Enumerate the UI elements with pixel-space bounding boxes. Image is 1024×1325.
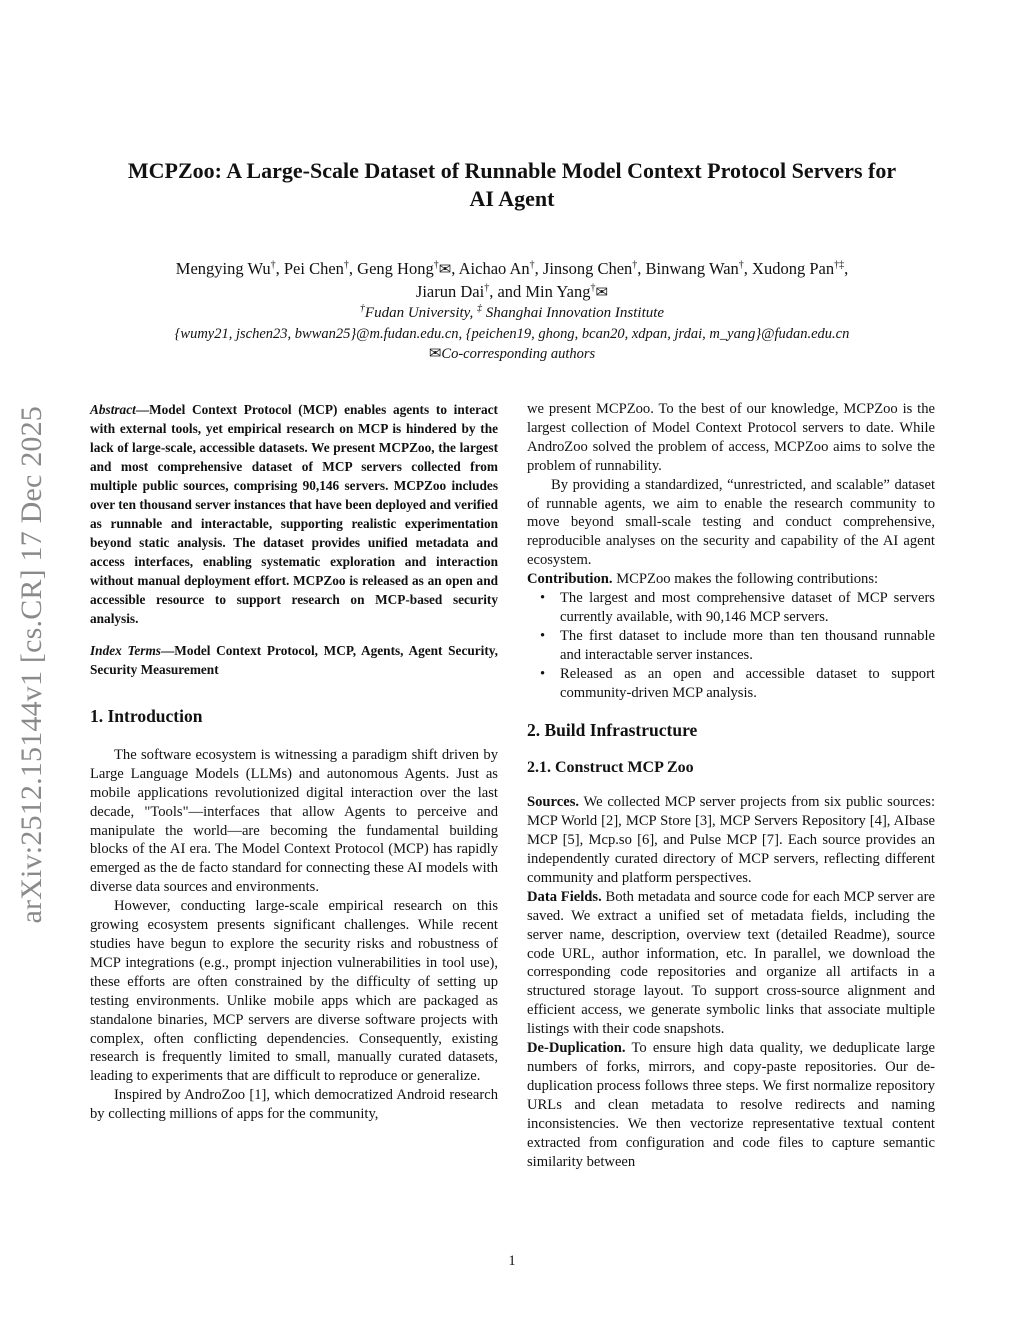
author-separator: , <box>451 259 459 278</box>
author-affil-mark: † <box>484 282 490 294</box>
author-name: Jinsong Chen <box>542 259 633 278</box>
section-heading-build-infrastructure: 2. Build Infrastructure <box>527 719 698 740</box>
title-line-1: MCPZoo: A Large-Scale Dataset of Runnable Model Context Protocol Servers for <box>127 158 897 183</box>
abstract <box>90 400 498 628</box>
sources-head: Sources. <box>527 794 580 811</box>
index-terms-text: —Model Context Protocol, MCP, Agents, Agent Security, Security Measurement <box>90 643 498 677</box>
author-affil-mark: † <box>632 259 638 271</box>
contribution-list <box>527 589 935 702</box>
dedup-paragraph <box>527 1039 935 1171</box>
author-separator: , <box>534 259 543 278</box>
intro-continued: we present MCPZoo. To the best of our knowledge, MCPZoo is the largest collection of Model Context Protocol servers to date. While AndroZoo solved the problem of access, MCPZoo aims to solve the problem of runnability. <box>527 401 935 474</box>
data-fields-text: Both metadata and source code for each MCP server are saved. We extract a unified set of metadata fields, including the server name, description, overview text (detailed Readme), source code URL, author information, etc. In parallel, we download the corresponding code repositories and organize all artifacts in a structured storage layout. To support cross-source alignment and efficient access, we generate symbolic links that associate multiple listings with their code snapshots. <box>527 888 935 1038</box>
paper-title <box>90 157 934 213</box>
envelope-icon: ✉ <box>438 262 452 278</box>
data-fields-head: Data Fields. <box>527 888 602 905</box>
author-name: Pei Chen <box>283 259 344 278</box>
index-terms <box>90 641 498 679</box>
data-fields-paragraph <box>527 888 935 1039</box>
author-name: Xudong Pan <box>752 259 835 278</box>
affil-mark-dagger: † <box>359 303 365 314</box>
contribution-text: MCPZoo makes the following contributions: <box>612 571 879 588</box>
corresponding-note <box>90 345 934 364</box>
list-item: • The first dataset to include more than ten thousand runnable and interactable server instances. <box>560 627 935 665</box>
author-affil-mark: † <box>270 259 276 271</box>
contribution-paragraph <box>527 570 935 589</box>
affiliation-sii: Shanghai Innovation Institute <box>485 305 665 321</box>
intro-paragraph-3: Inspired by AndroZoo [1], which democratized Android research by collecting millions of apps for the community, <box>90 1087 498 1123</box>
right-column <box>527 400 935 1171</box>
author-affil-mark: † <box>738 259 744 271</box>
subsection-heading-construct: 2.1. Construct MCP Zoo <box>527 759 694 777</box>
author-emails: {wumy21, jschen23, bwwan25}@m.fudan.edu.cn, {peichen19, ghong, bcan20, xdpan, jrdai, m_yang}@fudan.edu.cn <box>174 326 850 342</box>
corresponding-text: Co-corresponding authors <box>441 346 596 362</box>
envelope-icon: ✉ <box>595 285 609 301</box>
title-line-2: AI Agent <box>469 186 555 211</box>
list-item: • Released as an open and accessible dataset to support community-driven MCP analysis. <box>560 665 935 703</box>
author-separator: , <box>637 259 646 278</box>
affil-mark-ddagger: ‡ <box>477 303 482 314</box>
intro-paragraph-2: However, conducting large-scale empirical research on this growing ecosystem presents significant challenges. While recent studies have begun to explore the security risks and robustness of MCP integrations (e.g., prompt injection vulnerabilities in tool use), these efforts are often constrained by the difficulty of setting up testing environments. Unlike mobile apps which are packaged as standalone binaries, MCP servers are diverse software projects with complex, often conflicting dependencies. Consequently, existing research is frequently limited to small, manually curated datasets, leading to experiments that are difficult to reproduce or generalize. <box>90 898 498 1085</box>
author-name: Aichao An <box>458 259 530 278</box>
sources-text: We collected MCP server projects from six public sources: MCP World [2], MCP Store [3], MCP Servers Repository [4], AIbase MCP [5], Mcp.so [6], and Pulse MCP [7]. Each source provides an independently curated directory of MCP servers, reflecting different community and platform perspectives. <box>527 794 935 886</box>
abstract-label: Abstract <box>90 402 136 417</box>
page-number: 1 <box>508 1253 516 1269</box>
author-affil-mark: † <box>590 282 596 294</box>
author-separator: , <box>844 259 849 278</box>
author-affil-mark: †‡ <box>834 259 845 271</box>
section-heading-introduction: 1. Introduction <box>90 706 203 726</box>
sources-paragraph <box>527 793 935 888</box>
author-list <box>90 258 934 304</box>
arxiv-sidebar <box>12 372 52 958</box>
author-separator: , <box>743 259 753 278</box>
author-name: Binwang Wan <box>645 259 739 278</box>
affiliation-fudan: Fudan University, <box>364 305 474 321</box>
intro-paragraph-4: By providing a standardized, “unrestricted, and scalable” dataset of runnable agents, we aim to enable the research community to move beyond small-scale testing and conduct comprehensive, reproducible analyses on the security and capability of the AI agent ecosystem. <box>527 476 935 569</box>
author-name: Geng Hong <box>357 259 434 278</box>
dedup-head: De-Duplication. <box>527 1040 626 1057</box>
left-column <box>90 400 498 1124</box>
contribution-head: Contribution. <box>527 571 613 588</box>
author-name: Jiarun Dai <box>415 282 485 301</box>
author-affil-mark: † <box>433 259 439 271</box>
author-name: Mengying Wu <box>175 259 271 278</box>
arxiv-identifier: arXiv:2512.15144v1 [cs.CR] 17 Dec 2025 <box>15 406 48 924</box>
author-affil-mark: † <box>529 259 535 271</box>
intro-paragraph-1: The software ecosystem is witnessing a paradigm shift driven by Large Language Models (LLMs) and autonomous Agents. Just as mobile applications revolutionized digital interaction over the last decade, "Tools"—interfaces that allow Agents to perceive and manipulate the world—are becoming the fundamental building blocks of the AI era. The Model Context Protocol (MCP) has rapidly emerged as the de facto standard for connecting these AI models with diverse data sources and environments. <box>90 746 498 896</box>
abstract-text: —Model Context Protocol (MCP) enables agents to interact with external tools, yet empirical research on MCP is hindered by the lack of large-scale, accessible datasets. We present MCPZoo, the largest and most comprehensive dataset of MCP servers collected from multiple public sources, comprising 90,146 servers. MCPZoo includes over ten thousand server instances that have been deployed and verified as runnable and interactable, supporting realistic experimentation beyond static analysis. The dataset provides unified metadata and access interfaces, enabling systematic exploration and interaction without manual deployment effort. MCPZoo is released as an open and accessible resource to support research on MCP-based security analysis. <box>90 402 498 626</box>
author-affil-mark: † <box>343 259 349 271</box>
dedup-text: To ensure high data quality, we deduplicate large numbers of forks, mirrors, and copy-paste repositories. Our de-duplication process follows three steps. We first normalize repository URLs and clean metadata to resolve redirects and naming inconsistencies. We then vectorize representative textual content extracted from configuration and code files to capture semantic similarity between <box>527 1040 935 1170</box>
author-separator: , and <box>489 282 526 301</box>
author-name: Min Yang <box>525 282 591 301</box>
index-terms-label: Index Terms <box>90 643 161 658</box>
list-item: • The largest and most comprehensive dataset of MCP servers currently available, with 90,146 MCP servers. <box>560 589 935 627</box>
author-separator: , <box>348 259 358 278</box>
envelope-icon: ✉ <box>428 346 442 362</box>
affiliations <box>90 304 934 323</box>
author-separator: , <box>275 259 284 278</box>
